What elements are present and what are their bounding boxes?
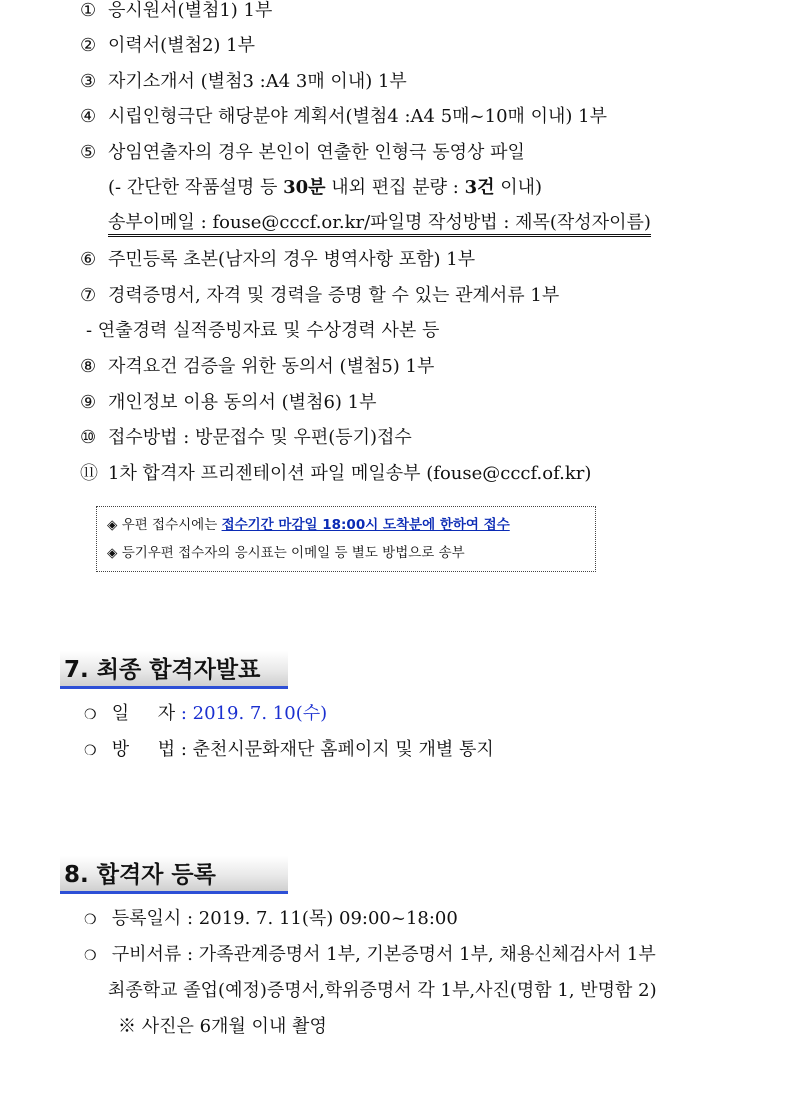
circle-bullet-icon: ❍ [84,912,97,928]
detail-text: 내외 편집 분량 : [325,177,465,198]
list-item [80,106,607,128]
item-text: 응시원서(별첨1) 1부 [108,0,273,21]
item-number: ⑪ [80,463,98,484]
date-sep: : [175,703,193,724]
section-heading [60,651,288,689]
item-number: ④ [80,106,97,127]
required-docs-text2: 최종학교 졸업(예정)증명서,학위증명서 각 1부,사진(명함 1, 반명함 2) [108,980,657,1001]
item-text: 자기소개서 (별첨3 :A4 3매 이내) 1부 [108,71,407,92]
circle-bullet-icon: ❍ [84,948,97,964]
required-docs-text: 구비서류 : 가족관계증명서 1부, 기본증명서 1부, 채용신체검사서 1부 [111,944,656,965]
list-item [80,427,412,449]
item-text: 상임연출자의 경우 본인이 연출한 인형극 동영상 파일 [108,142,525,163]
detail-text: (- 간단한 작품설명 등 [108,177,284,198]
list-item [80,249,475,271]
announce-date-row [84,703,327,726]
item-text: 경력증명서, 자격 및 경력을 증명 할 수 있는 관계서류 1부 [108,285,560,306]
notice-line [107,516,510,534]
item-number: ⑧ [80,356,97,377]
item-number: ① [80,0,97,21]
notice-line [107,544,465,562]
item5-detail [108,177,542,199]
email-instruction: 송부이메일 : fouse@cccf.or.kr/파일명 작성방법 : 제목(작성자이름) [108,212,651,237]
item-number: ⑦ [80,285,97,306]
photo-note-text: ※ 사진은 6개월 이내 촬영 [118,1016,327,1037]
registration-text: 등록일시 : 2019. 7. 11(목) 09:00~18:00 [111,908,458,929]
detail-bold: 30분 [283,177,326,198]
item-number: ⑤ [80,142,97,163]
registration-date-row [84,908,458,931]
detail-text: 이내) [494,177,543,198]
item7-sub [86,320,439,342]
date-label: 일 자 [111,703,176,724]
list-item [80,35,255,57]
notice-highlight: 접수기간 마감일 18:00시 도착분에 한하여 접수 [221,517,510,533]
list-item [80,285,559,307]
circle-bullet-icon: ❍ [84,707,97,723]
list-item [80,463,591,485]
date-value: 2019. 7. 10(수) [192,703,328,724]
circle-bullet-icon: ❍ [84,743,97,759]
detail-bold: 3건 [464,177,495,198]
item-text: 주민등록 초본(남자의 경우 병역사항 포함) 1부 [108,249,476,270]
item-text: 이력서(별첨2) 1부 [108,35,255,56]
item-number: ⑩ [80,427,97,448]
required-docs-cont [108,980,657,1002]
notice-text: 우편 접수시에는 [121,517,222,533]
section-title: 7. 최종 합격자발표 [64,657,261,683]
item-number: ⑥ [80,249,97,270]
method-value: : 춘천시문화재단 홈페이지 및 개별 통지 [175,739,494,760]
item-text: 시립인형극단 해당분야 계획서(별첨4 :A4 5매~10매 이내) 1부 [108,106,607,127]
item-text: 자격요건 검증을 위한 동의서 (별첨5) 1부 [108,356,435,377]
sub-text: - 연출경력 실적증빙자료 및 수상경력 사본 등 [86,320,440,341]
item-text: 개인정보 이용 동의서 (별첨6) 1부 [108,392,377,413]
photo-note [118,1016,327,1038]
announce-method-row [84,739,494,762]
item5-email [108,212,651,234]
diamond-bullet-icon: ◈ [107,517,118,533]
list-item [80,71,407,93]
section-heading [60,856,288,894]
list-item [80,0,272,22]
diamond-bullet-icon: ◈ [107,545,118,561]
notice-text: 등기우편 접수자의 응시표는 이메일 등 별도 방법으로 송부 [121,545,465,561]
item-number: ⑨ [80,392,97,413]
list-item [80,392,377,414]
item-text: 1차 합격자 프리젠테이션 파일 메일송부 (fouse@cccf.of.kr) [108,463,592,484]
item-number: ③ [80,71,97,92]
required-docs-row [84,944,656,967]
list-item [80,356,434,378]
list-item [80,142,525,164]
section-title: 8. 합격자 등록 [64,862,216,888]
method-label: 방 법 [111,739,176,760]
item-number: ② [80,35,97,56]
notice-box [96,506,596,572]
item-text: 접수방법 : 방문접수 및 우편(등기)접수 [108,427,412,448]
